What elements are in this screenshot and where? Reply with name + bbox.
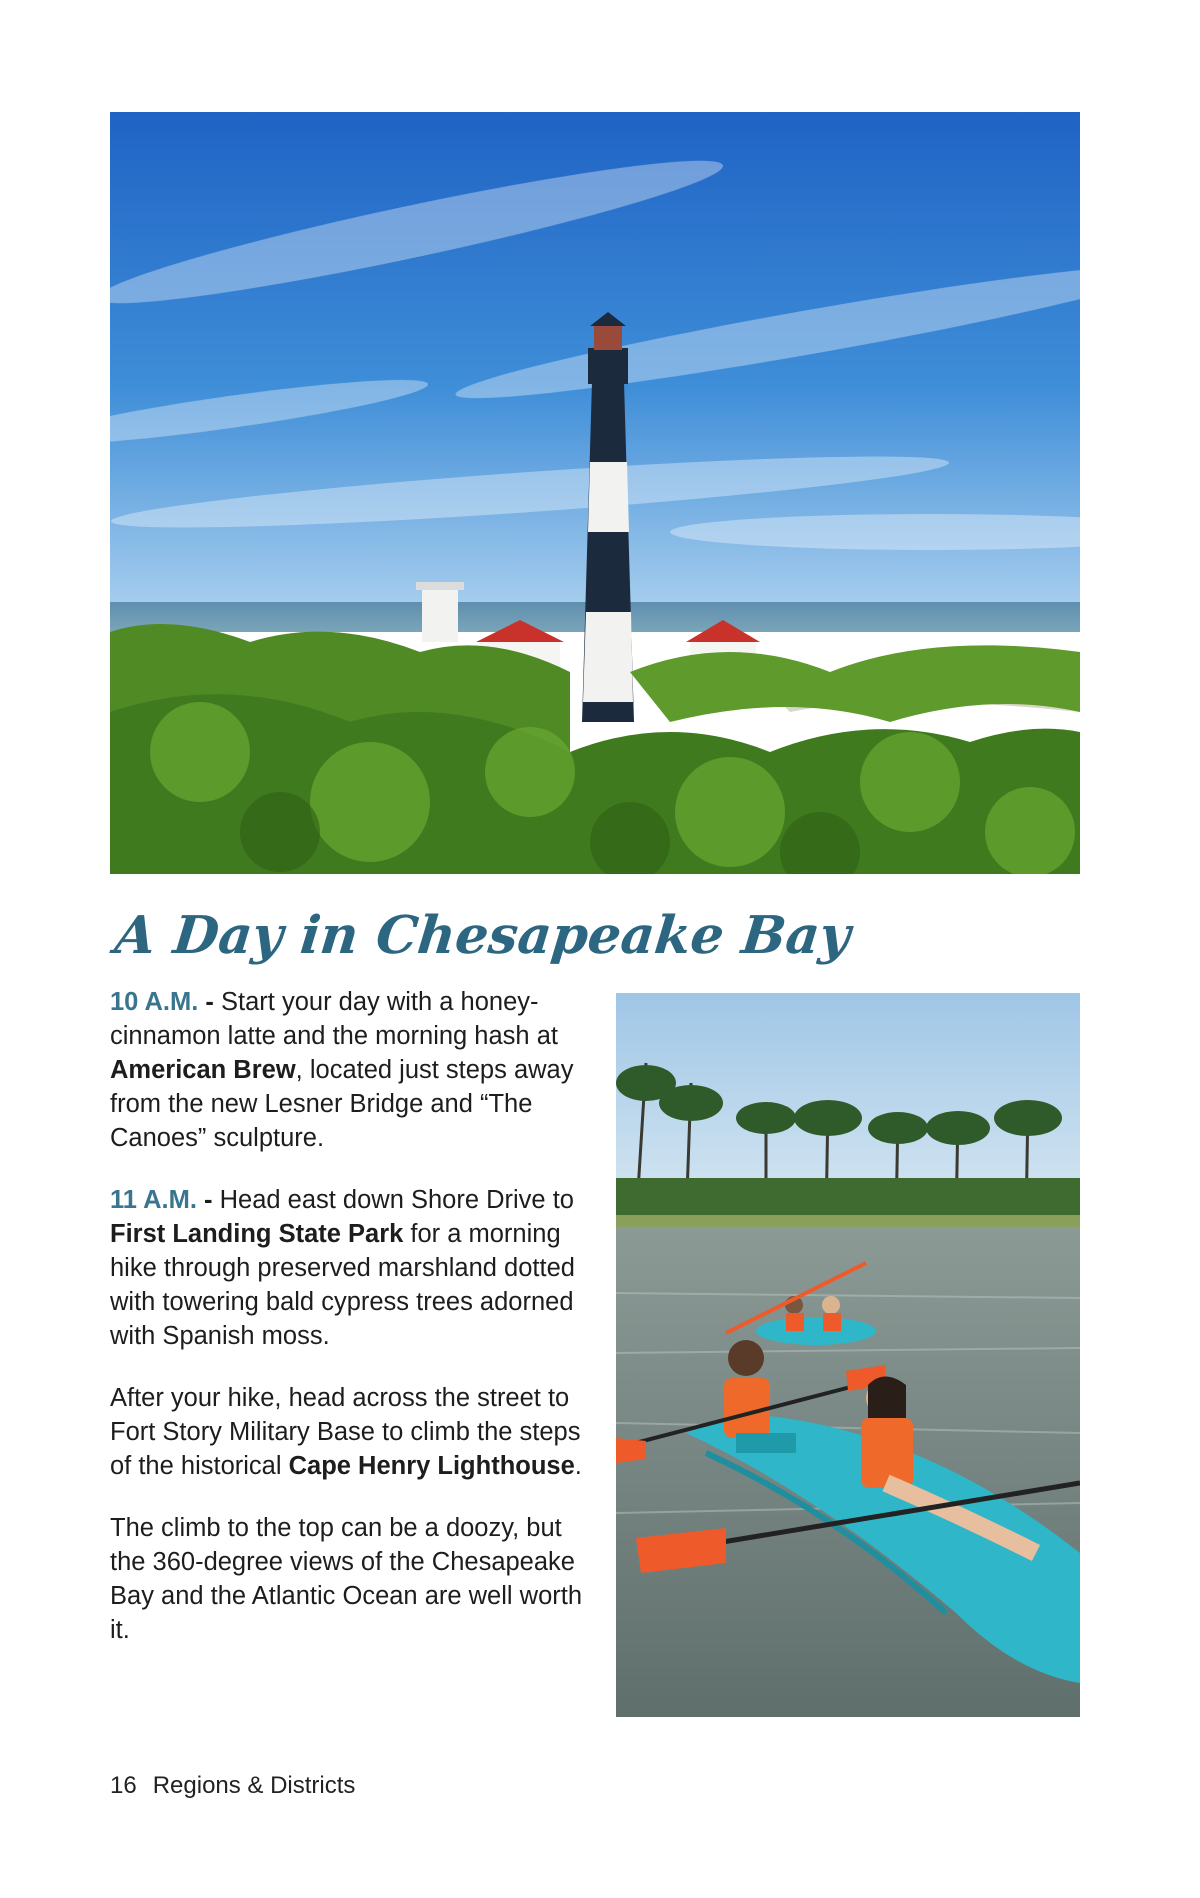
paragraph-text: After your hike, head across the street to Fort Story Military Base to climb the steps of the historical	[110, 1384, 581, 1480]
paragraph-text: The climb to the top can be a doozy, but the 360-degree views of the Chesapeake Bay and the Atlantic Ocean are well worth it.	[110, 1514, 583, 1644]
paragraph-text: Head east down Shore Drive to	[219, 1186, 574, 1214]
kayak-photo	[616, 993, 1080, 1717]
page-title: A Day in Chesapeake Bay	[111, 905, 854, 966]
paragraph-11am	[110, 1183, 590, 1353]
article-body	[110, 985, 590, 1681]
paragraph-text: Start your day with a honey-cinnamon latte and the morning hash at	[110, 988, 558, 1050]
dash-separator: -	[196, 1186, 220, 1214]
page-number: 16	[110, 1772, 137, 1799]
section-name: Regions & Districts	[152, 1772, 356, 1799]
place-name: Cape Henry Lighthouse	[288, 1452, 575, 1480]
time-label: 10 A.M.	[110, 988, 199, 1016]
lighthouse-photo	[110, 112, 1080, 874]
paragraph-text: , located just steps away from the new Lesner Bridge and “The Canoes” sculpture.	[110, 1056, 574, 1152]
dash-separator: -	[198, 988, 222, 1016]
paragraph-10am	[110, 985, 590, 1155]
place-name: American Brew	[110, 1056, 296, 1084]
paragraph-text: for a morning hike through preserved marshland dotted with towering bald cypress trees adorned with Spanish moss.	[110, 1220, 575, 1350]
paragraph-text: .	[574, 1452, 582, 1480]
time-label: 11 A.M.	[110, 1186, 197, 1214]
place-name: First Landing State Park	[110, 1220, 404, 1248]
paragraph-views	[110, 1511, 590, 1647]
paragraph-lighthouse	[110, 1381, 590, 1483]
page-footer	[110, 1772, 355, 1800]
